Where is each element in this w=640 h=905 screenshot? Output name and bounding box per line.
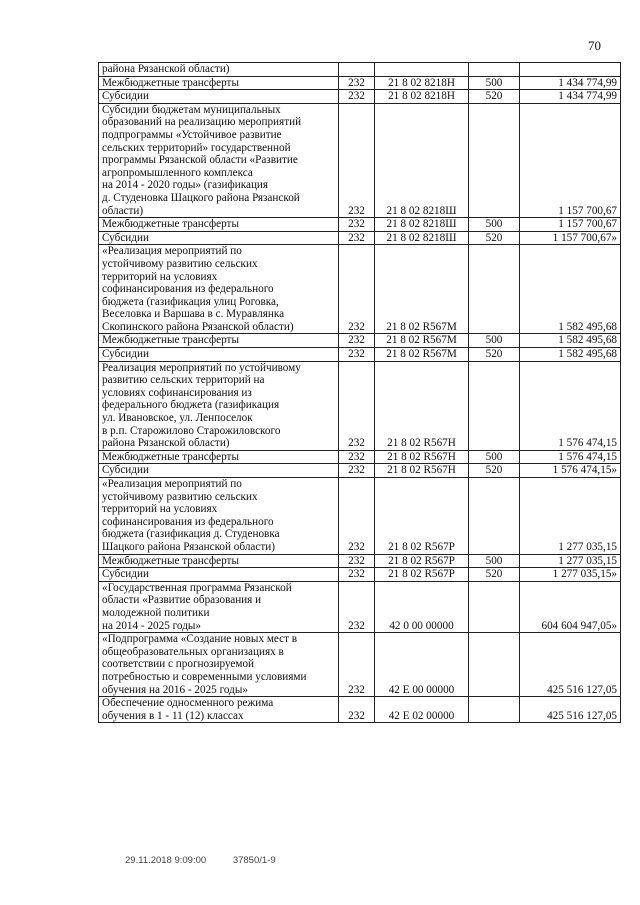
row-name-text: «Реализация мероприятий по устойчивому развитию сельских территорий на условиях софинансирования из федерального бюджета (газификация д. Студеновка Шацкого района Рязанской области) xyxy=(102,478,280,553)
cell-sum: 1 157 700,67 xyxy=(520,218,621,232)
table-row xyxy=(99,554,621,568)
cell-sum: 1 157 700,67» xyxy=(520,231,621,245)
cell-sum: 1 582 495,68 xyxy=(520,334,621,348)
cell-name xyxy=(99,568,339,582)
table-row xyxy=(99,361,621,450)
cell-name xyxy=(99,90,339,104)
cell-sum: 1 277 035,15» xyxy=(520,568,621,582)
cell-code: 42 0 00 00000 xyxy=(375,581,469,632)
cell-name xyxy=(99,218,339,232)
cell-gr: 232 xyxy=(339,568,375,582)
table-row xyxy=(99,231,621,245)
table-row xyxy=(99,245,621,334)
table-row xyxy=(99,76,621,90)
cell-gr: 232 xyxy=(339,103,375,217)
cell-name xyxy=(99,633,339,697)
row-name-text: Межбюджетные трансферты xyxy=(102,334,239,347)
table-row xyxy=(99,334,621,348)
cell-gr: 232 xyxy=(339,633,375,697)
cell-name xyxy=(99,361,339,450)
row-name-text: Межбюджетные трансферты xyxy=(102,218,239,231)
row-name-text: Межбюджетные трансферты xyxy=(102,76,239,89)
cell-type xyxy=(469,103,520,217)
cell-type xyxy=(469,697,520,723)
table-row xyxy=(99,218,621,232)
cell-name xyxy=(99,697,339,723)
row-name-text: Обеспечение односменного режима обучения в 1 - 11 (12) классах xyxy=(102,697,274,722)
cell-code: 21 8 02 8218Ш xyxy=(375,103,469,217)
cell-sum: 1 582 495,68 xyxy=(520,245,621,334)
cell-sum: 1 582 495,68 xyxy=(520,348,621,362)
row-name-text: Межбюджетные трансферты xyxy=(102,450,239,463)
cell-type xyxy=(469,581,520,632)
row-name-text: «Подпрограмма «Создание новых мест в общеобразовательных организациях в соответствии с прогнозируемой потребностью и современными условиями обучения на 2016 - 2025 годы» xyxy=(102,633,307,696)
cell-sum: 1 576 474,15» xyxy=(520,464,621,478)
cell-type xyxy=(469,361,520,450)
cell-sum: 425 516 127,05 xyxy=(520,697,621,723)
table-row xyxy=(99,450,621,464)
row-name-text: Субсидии xyxy=(102,568,149,581)
cell-type xyxy=(469,63,520,77)
page-number: 70 xyxy=(588,38,601,53)
cell-name xyxy=(99,554,339,568)
cell-gr: 232 xyxy=(339,334,375,348)
cell-name xyxy=(99,63,339,77)
table-row xyxy=(99,697,621,723)
cell-type: 520 xyxy=(469,231,520,245)
cell-type: 520 xyxy=(469,568,520,582)
footer-timestamp: 29.11.2018 9:09:00 xyxy=(125,855,207,866)
row-name-text: Субсидии xyxy=(102,348,149,361)
cell-name xyxy=(99,245,339,334)
cell-gr: 232 xyxy=(339,245,375,334)
table-row xyxy=(99,63,621,77)
cell-type: 520 xyxy=(469,464,520,478)
table-row xyxy=(99,464,621,478)
cell-name xyxy=(99,450,339,464)
cell-name xyxy=(99,464,339,478)
cell-gr: 232 xyxy=(339,450,375,464)
table-row xyxy=(99,348,621,362)
table-row xyxy=(99,568,621,582)
row-name-text: «Государственная программа Рязанской области «Развитие образования и молодежной политики на 2014 - 2025 годы» xyxy=(102,581,292,632)
row-name-text: Субсидии xyxy=(102,90,149,103)
cell-code xyxy=(375,63,469,77)
cell-name xyxy=(99,76,339,90)
cell-code: 21 8 02 R567М xyxy=(375,334,469,348)
row-name-text: района Рязанской области) xyxy=(102,63,230,75)
cell-name xyxy=(99,581,339,632)
cell-type: 520 xyxy=(469,348,520,362)
cell-sum xyxy=(520,63,621,77)
cell-code: 21 8 02 R567Н xyxy=(375,361,469,450)
table-row xyxy=(99,581,621,632)
cell-code: 21 8 02 R567Р xyxy=(375,568,469,582)
cell-code: 42 Е 02 00000 xyxy=(375,697,469,723)
row-name-text: Реализация мероприятий по устойчивому развитию сельских территорий на условиях софинансирования из федерального бюджета (газификация ул. Ивановское, ул. Ленпоселок в р.п. Старожилово Старожиловского района Рязанской области) xyxy=(102,361,301,450)
cell-name xyxy=(99,334,339,348)
footer-doc-id: 37850/1-9 xyxy=(232,855,276,866)
cell-gr xyxy=(339,63,375,77)
cell-code: 21 8 02 R567Н xyxy=(375,464,469,478)
cell-gr: 232 xyxy=(339,231,375,245)
cell-gr: 232 xyxy=(339,478,375,555)
row-name-text: Межбюджетные трансферты xyxy=(102,554,239,567)
cell-gr: 232 xyxy=(339,697,375,723)
cell-gr: 232 xyxy=(339,581,375,632)
budget-table xyxy=(98,62,621,723)
cell-gr: 232 xyxy=(339,361,375,450)
cell-name xyxy=(99,231,339,245)
cell-code: 21 8 02 R567Р xyxy=(375,478,469,555)
cell-gr: 232 xyxy=(339,554,375,568)
cell-name xyxy=(99,348,339,362)
cell-gr: 232 xyxy=(339,218,375,232)
cell-sum: 1 576 474,15 xyxy=(520,361,621,450)
cell-code: 21 8 02 8218Н xyxy=(375,76,469,90)
table-row xyxy=(99,90,621,104)
cell-type: 500 xyxy=(469,554,520,568)
cell-sum: 1 576 474,15 xyxy=(520,450,621,464)
footer xyxy=(125,855,300,866)
cell-code: 21 8 02 R567М xyxy=(375,348,469,362)
cell-sum: 425 516 127,05 xyxy=(520,633,621,697)
row-name-text: Субсидии xyxy=(102,231,149,244)
cell-type xyxy=(469,478,520,555)
cell-type: 500 xyxy=(469,218,520,232)
cell-type xyxy=(469,633,520,697)
cell-sum: 1 434 774,99 xyxy=(520,76,621,90)
cell-type: 520 xyxy=(469,90,520,104)
table-row xyxy=(99,478,621,555)
cell-gr: 232 xyxy=(339,76,375,90)
cell-code: 21 8 02 8218Ш xyxy=(375,231,469,245)
cell-code: 42 Е 00 00000 xyxy=(375,633,469,697)
cell-sum: 1 157 700,67 xyxy=(520,103,621,217)
cell-sum: 1 277 035,15 xyxy=(520,478,621,555)
cell-type xyxy=(469,245,520,334)
cell-type: 500 xyxy=(469,76,520,90)
row-name-text: «Реализация мероприятий по устойчивому развитию сельских территорий на условиях софинансирования из федерального бюджета (газификация улиц Роговка, Веселовка и Варшава в с. Муравлянка Скопинского района Рязанской области) xyxy=(102,245,294,333)
cell-gr: 232 xyxy=(339,90,375,104)
cell-sum: 1 277 035,15 xyxy=(520,554,621,568)
cell-gr: 232 xyxy=(339,348,375,362)
cell-code: 21 8 02 R567Р xyxy=(375,554,469,568)
table-row xyxy=(99,103,621,217)
cell-name xyxy=(99,478,339,555)
cell-code: 21 8 02 8218Н xyxy=(375,90,469,104)
row-name-text: Субсидии xyxy=(102,464,149,477)
cell-sum: 604 604 947,05» xyxy=(520,581,621,632)
cell-type: 500 xyxy=(469,334,520,348)
cell-gr: 232 xyxy=(339,464,375,478)
table-row xyxy=(99,633,621,697)
row-name-text: Субсидии бюджетам муниципальных образований на реализацию мероприятий подпрограммы «Устойчивое развитие сельских территорий» государственной программы Рязанской области «Развитие агропромышленного комплекса на 2014 - 2020 годы» (газификация д. Студеновка Шацкого района Рязанской области) xyxy=(102,103,302,217)
cell-code: 21 8 02 8218Ш xyxy=(375,218,469,232)
cell-code: 21 8 02 R567Н xyxy=(375,450,469,464)
cell-name xyxy=(99,103,339,217)
cell-code: 21 8 02 R567М xyxy=(375,245,469,334)
cell-type: 500 xyxy=(469,450,520,464)
cell-sum: 1 434 774,99 xyxy=(520,90,621,104)
